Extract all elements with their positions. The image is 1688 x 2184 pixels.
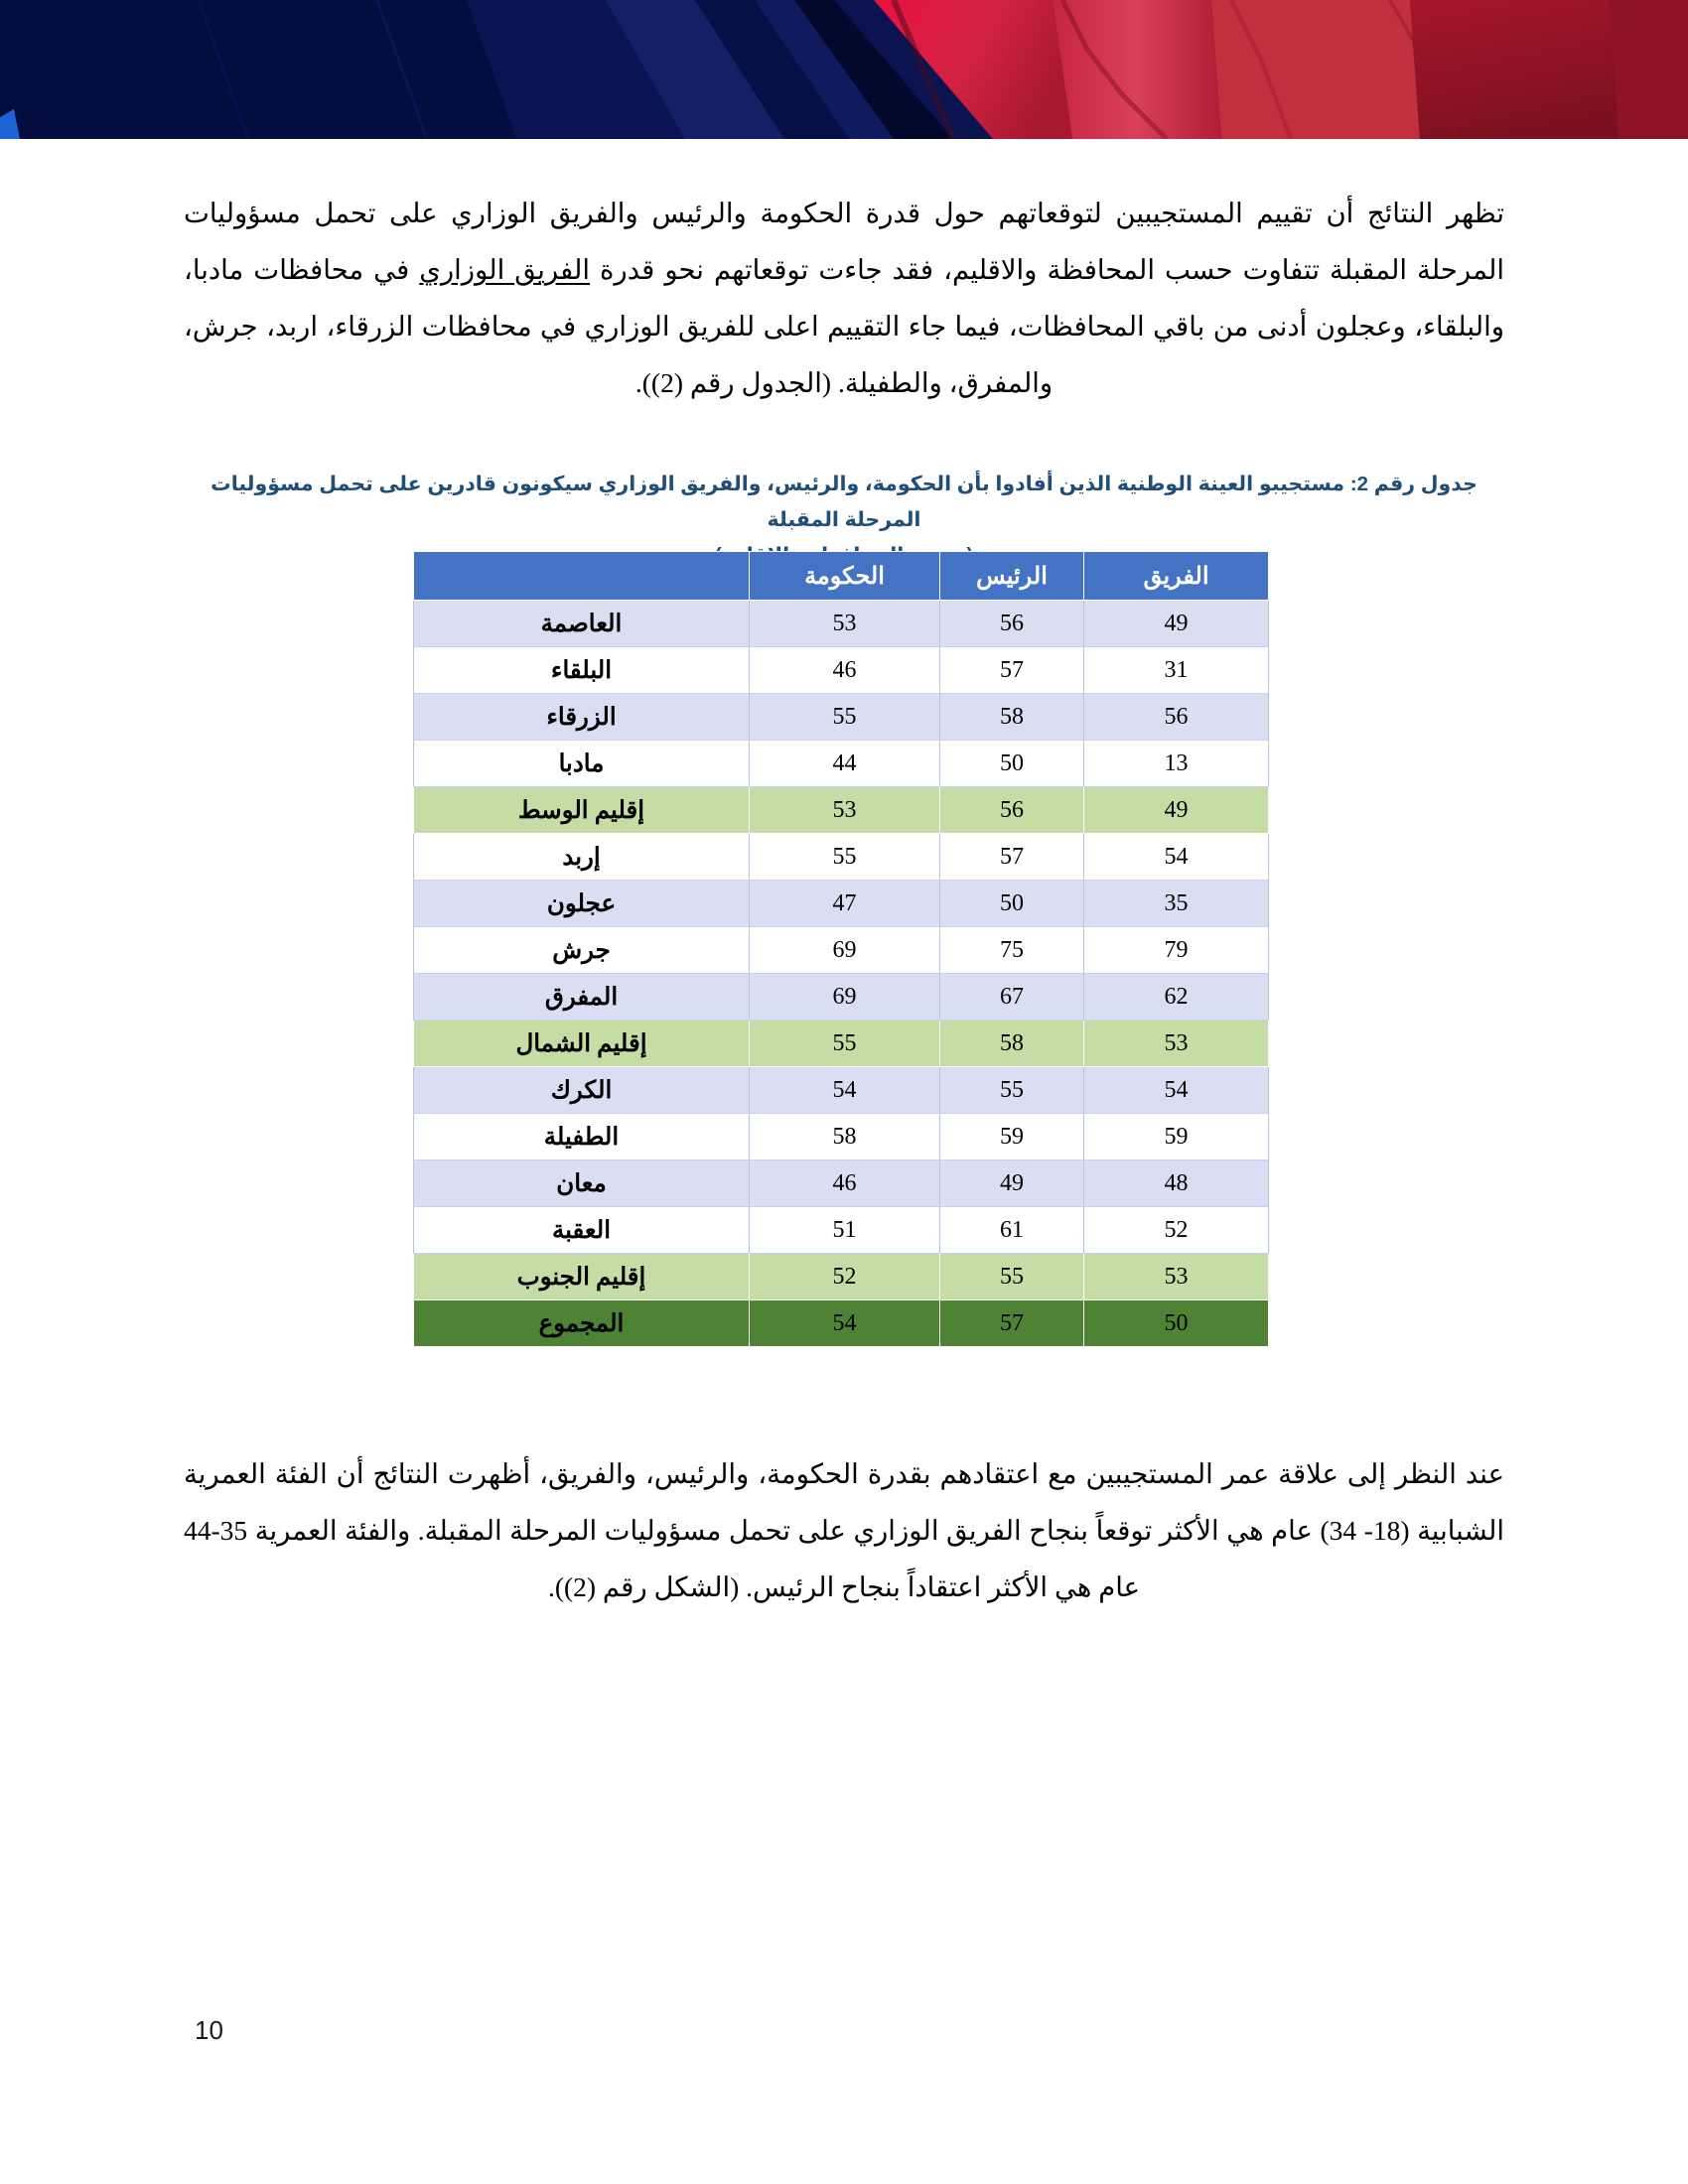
cell-president: 75 bbox=[940, 927, 1084, 974]
cell-government: 52 bbox=[750, 1254, 940, 1300]
table-header-row bbox=[414, 552, 1269, 601]
cell-president: 58 bbox=[940, 1021, 1084, 1067]
cell-president: 57 bbox=[940, 834, 1084, 881]
cell-government: 46 bbox=[750, 647, 940, 694]
table-row bbox=[414, 1067, 1269, 1114]
cell-government: 55 bbox=[750, 1021, 940, 1067]
table-row bbox=[414, 881, 1269, 927]
cell-president: 50 bbox=[940, 881, 1084, 927]
cell-government: 69 bbox=[750, 927, 940, 974]
cell-team: 52 bbox=[1084, 1207, 1269, 1254]
survey-results-table bbox=[413, 551, 1269, 1347]
cell-president: 58 bbox=[940, 694, 1084, 741]
cell-team: 31 bbox=[1084, 647, 1269, 694]
cell-team: 13 bbox=[1084, 741, 1269, 787]
cell-team: 35 bbox=[1084, 881, 1269, 927]
cell-president: 61 bbox=[940, 1207, 1084, 1254]
cell-government: 55 bbox=[750, 694, 940, 741]
cell-team: 62 bbox=[1084, 974, 1269, 1021]
cell-government: 47 bbox=[750, 881, 940, 927]
cell-governorate: المفرق bbox=[414, 974, 750, 1021]
cell-team: 49 bbox=[1084, 601, 1269, 647]
cell-president: 55 bbox=[940, 1254, 1084, 1300]
table-row bbox=[414, 1160, 1269, 1207]
cell-team: 56 bbox=[1084, 694, 1269, 741]
cell-team: 53 bbox=[1084, 1254, 1269, 1300]
cell-governorate: مادبا bbox=[414, 741, 750, 787]
intro-underlined-phrase: الفريق الوزاري bbox=[419, 253, 590, 285]
cell-president: 55 bbox=[940, 1067, 1084, 1114]
column-header-governorate bbox=[414, 552, 750, 601]
table-row bbox=[414, 1021, 1269, 1067]
column-header-president: الرئيس bbox=[940, 552, 1084, 601]
cell-government: 69 bbox=[750, 974, 940, 1021]
data-table-container bbox=[414, 551, 1269, 1347]
cell-team: 79 bbox=[1084, 927, 1269, 974]
cell-president: 56 bbox=[940, 787, 1084, 834]
cell-government: 46 bbox=[750, 1160, 940, 1207]
table-row bbox=[414, 1114, 1269, 1160]
cell-governorate: الكرك bbox=[414, 1067, 750, 1114]
cell-governorate: جرش bbox=[414, 927, 750, 974]
table-row bbox=[414, 834, 1269, 881]
page-body bbox=[0, 139, 1688, 2184]
table-row bbox=[414, 1207, 1269, 1254]
cell-governorate: المجموع bbox=[414, 1300, 750, 1347]
table-body bbox=[414, 601, 1269, 1347]
page-number: 10 bbox=[195, 2015, 223, 2045]
table-row bbox=[414, 741, 1269, 787]
column-header-team: الفريق bbox=[1084, 552, 1269, 601]
cell-team: 53 bbox=[1084, 1021, 1269, 1067]
cell-governorate: إقليم الجنوب bbox=[414, 1254, 750, 1300]
intro-paragraph bbox=[184, 185, 1504, 412]
table-row bbox=[414, 694, 1269, 741]
cell-president: 59 bbox=[940, 1114, 1084, 1160]
cell-president: 50 bbox=[940, 741, 1084, 787]
cell-team: 49 bbox=[1084, 787, 1269, 834]
cell-president: 49 bbox=[940, 1160, 1084, 1207]
table-row bbox=[414, 601, 1269, 647]
cell-governorate: الطفيلة bbox=[414, 1114, 750, 1160]
cell-government: 53 bbox=[750, 601, 940, 647]
table-caption-line1: جدول رقم 2: مستجيبو العينة الوطنية الذين أفادوا بأن الحكومة، والرئيس، والفريق الوزاري سيكونون قادرين على تحمل مسؤوليات المرحلة المقبلة bbox=[211, 473, 1477, 531]
cell-team: 54 bbox=[1084, 1067, 1269, 1114]
cell-team: 48 bbox=[1084, 1160, 1269, 1207]
cell-governorate: الزرقاء bbox=[414, 694, 750, 741]
cell-president: 56 bbox=[940, 601, 1084, 647]
cell-president: 57 bbox=[940, 1300, 1084, 1347]
cell-governorate: العاصمة bbox=[414, 601, 750, 647]
column-header-government: الحكومة bbox=[750, 552, 940, 601]
cell-governorate: عجلون bbox=[414, 881, 750, 927]
cell-governorate: إقليم الشمال bbox=[414, 1021, 750, 1067]
cell-team: 50 bbox=[1084, 1300, 1269, 1347]
cell-government: 58 bbox=[750, 1114, 940, 1160]
cell-team: 59 bbox=[1084, 1114, 1269, 1160]
table-row bbox=[414, 647, 1269, 694]
header-banner bbox=[0, 0, 1688, 139]
table-row bbox=[414, 1300, 1269, 1347]
cell-president: 57 bbox=[940, 647, 1084, 694]
cell-team: 54 bbox=[1084, 834, 1269, 881]
cell-government: 53 bbox=[750, 787, 940, 834]
cell-government: 44 bbox=[750, 741, 940, 787]
intro-text-part2: في محافظات مادبا، والبلقاء، وعجلون أدنى من باقي المحافظات، فيما جاء التقييم اعلى للفريق الوزاري في محافظات الزرقاء، اربد، جرش، والمفرق، والطفيلة. (الجدول رقم (2)). bbox=[184, 253, 1504, 399]
cell-government: 55 bbox=[750, 834, 940, 881]
table-row bbox=[414, 927, 1269, 974]
table-row bbox=[414, 974, 1269, 1021]
header-banner-graphic bbox=[0, 0, 1688, 139]
intro-text-part1: تظهر النتائج أن تقييم المستجيبين لتوقعاتهم حول قدرة الحكومة والرئيس والفريق الوزاري على تحمل مسؤوليات المرحلة المقبلة تتفاوت حسب المحافظة والاقليم، فقد جاءت توقعاتهم نحو قدرة bbox=[184, 197, 1504, 285]
cell-government: 54 bbox=[750, 1300, 940, 1347]
cell-governorate: إقليم الوسط bbox=[414, 787, 750, 834]
table-row bbox=[414, 787, 1269, 834]
table-header bbox=[414, 552, 1269, 601]
cell-president: 67 bbox=[940, 974, 1084, 1021]
table-row bbox=[414, 1254, 1269, 1300]
closing-paragraph: عند النظر إلى علاقة عمر المستجيبين مع اعتقادهم بقدرة الحكومة، والرئيس، والفريق، أظهرت النتائج أن الفئة العمرية الشبابية (18- 34) عام هي الأكثر توقعاً بنجاح الفريق الوزاري على تحمل مسؤوليات المرحلة المقبلة. والفئة العمرية 35-44 عام هي الأكثر اعتقاداً بنجاح الرئيس. (الشكل رقم (2)). bbox=[184, 1457, 1504, 1602]
cell-governorate: العقبة bbox=[414, 1207, 750, 1254]
cell-governorate: البلقاء bbox=[414, 647, 750, 694]
cell-governorate: معان bbox=[414, 1160, 750, 1207]
cell-government: 54 bbox=[750, 1067, 940, 1114]
cell-government: 51 bbox=[750, 1207, 940, 1254]
cell-governorate: إربد bbox=[414, 834, 750, 881]
